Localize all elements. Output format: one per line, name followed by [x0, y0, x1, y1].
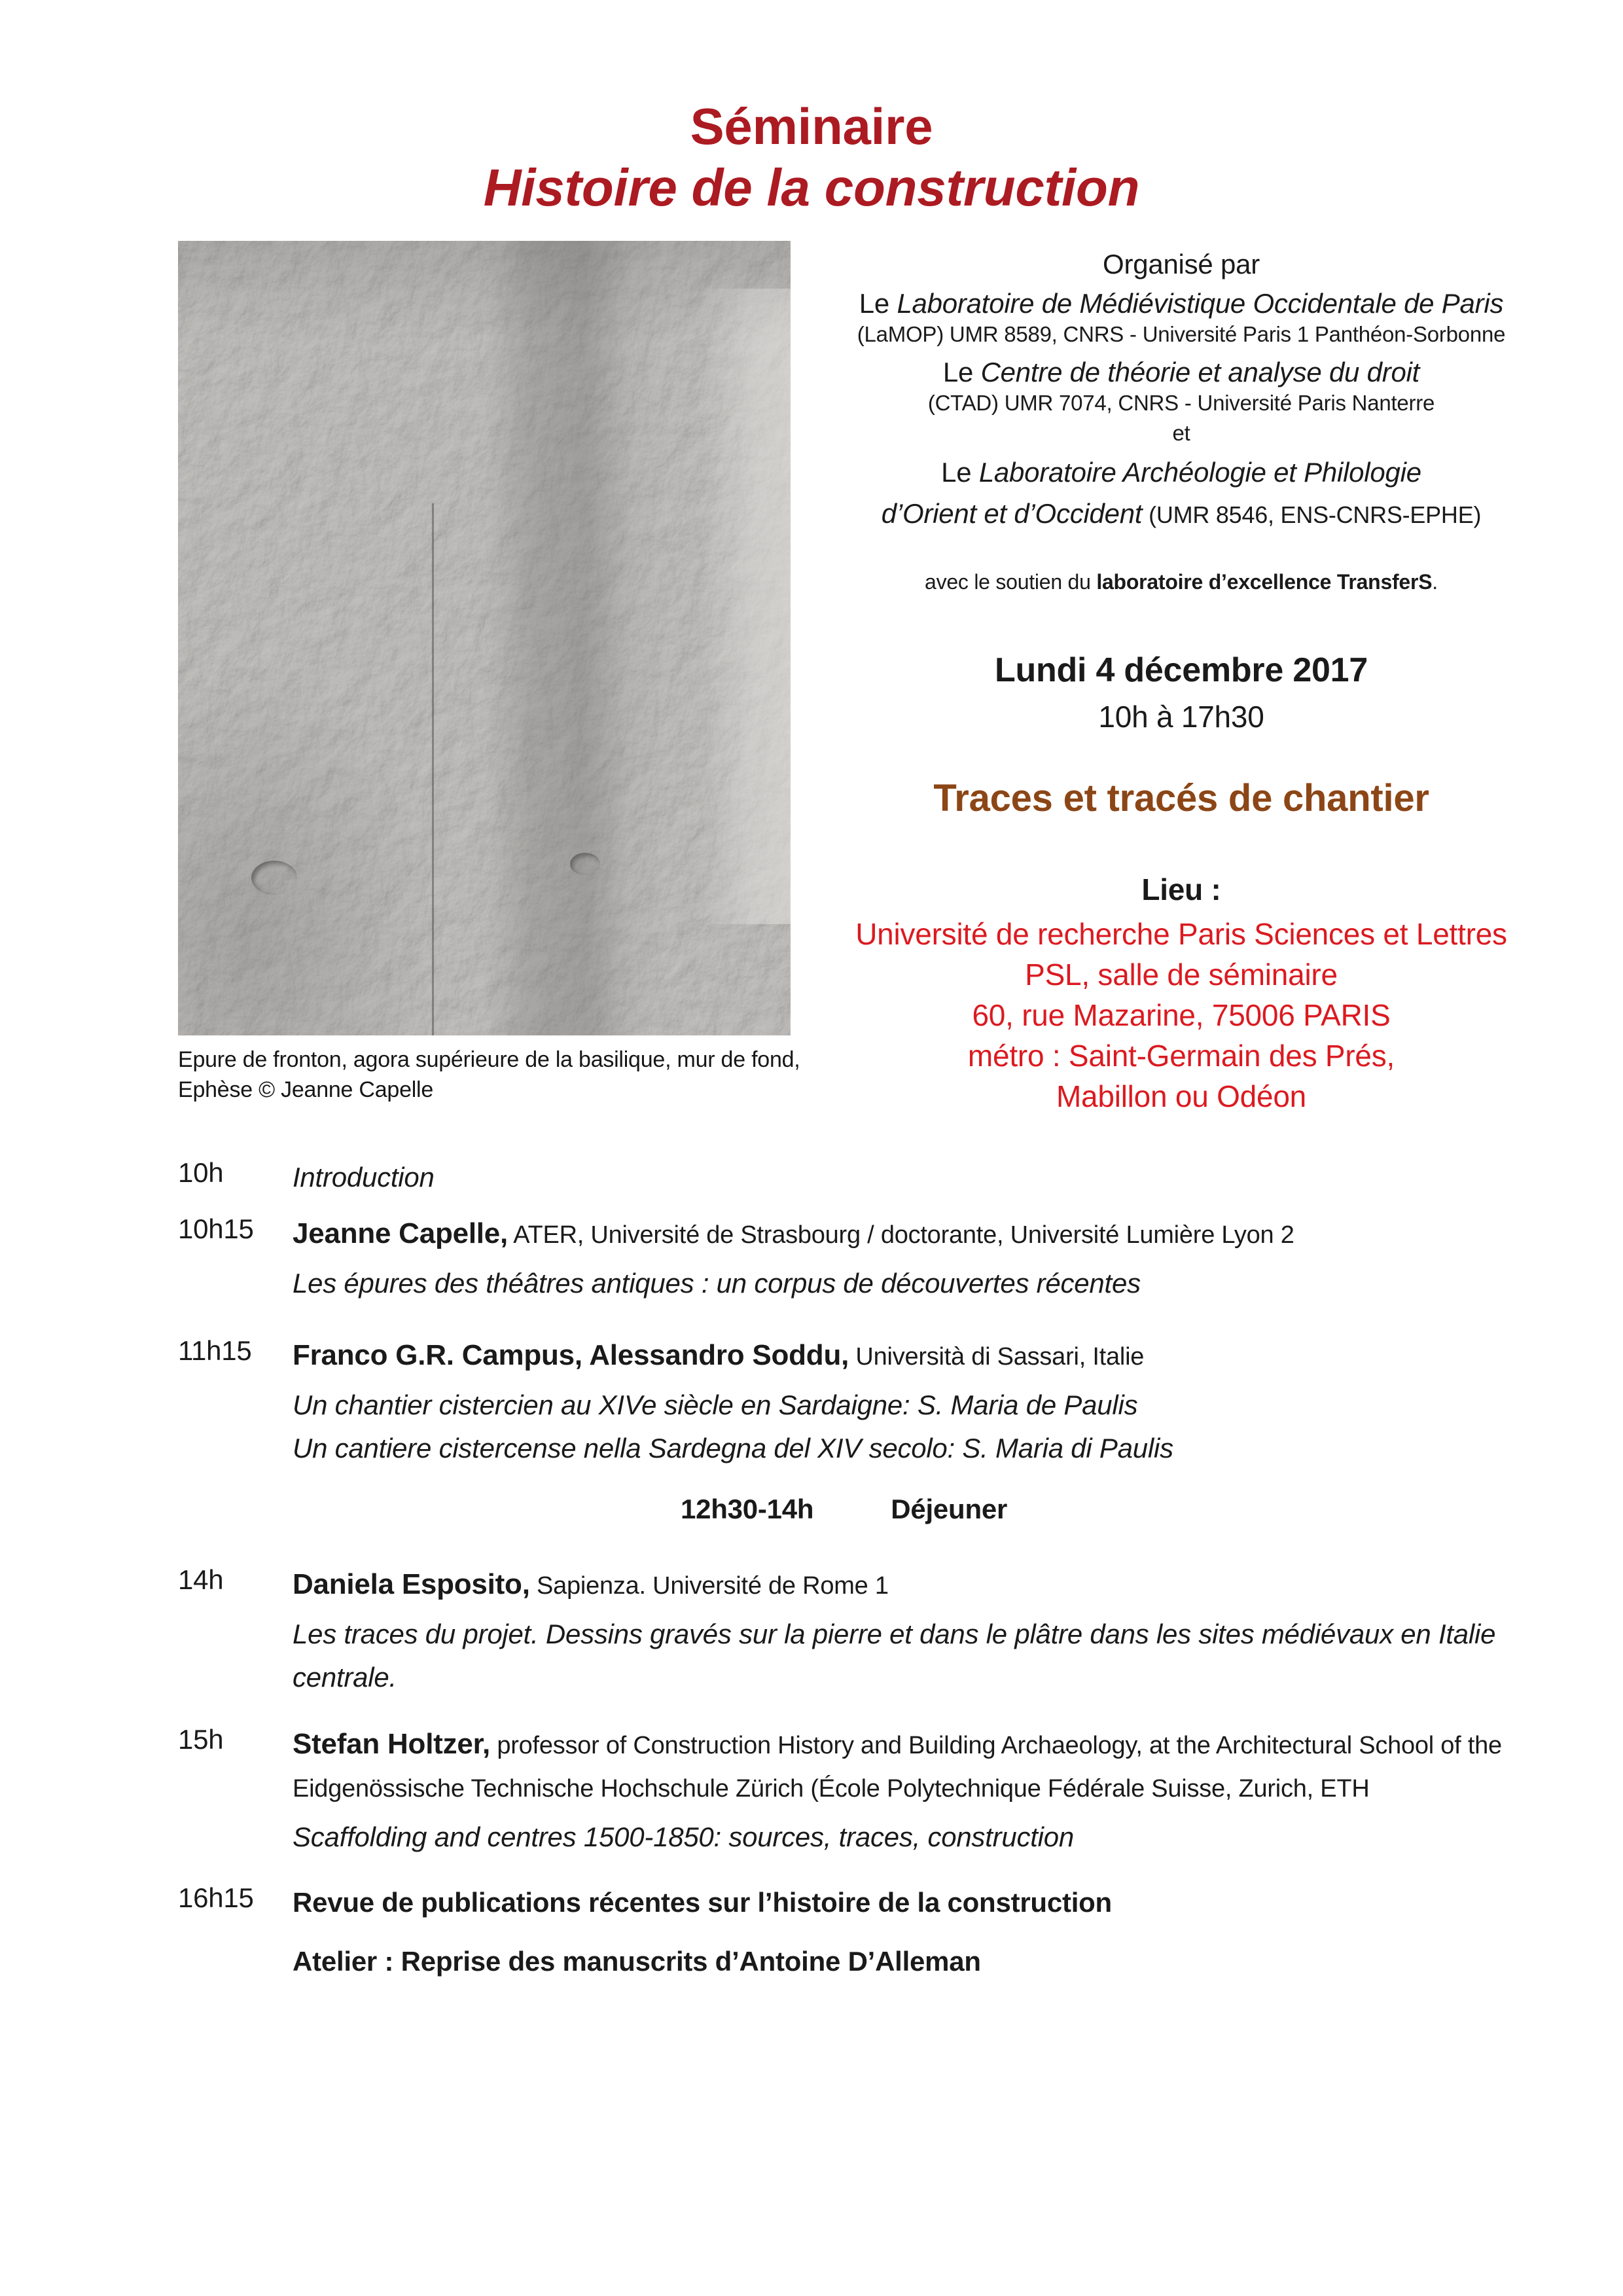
location-line: métro : Saint-Germain des Prés,: [967, 1039, 1395, 1073]
talk-title: Les traces du projet. Dessins gravés sur la pierre et dans le plâtre dans les sites médiévaux en Italie centrale.: [293, 1619, 1496, 1693]
location-line: Université de recherche Paris Sciences et Lettres: [855, 917, 1507, 951]
talk-title: Scaffolding and centres 1500-1850: sources, traces, construction: [293, 1821, 1075, 1852]
time-label: 10h: [178, 1157, 224, 1188]
photo-caption-line2: Ephèse © Jeanne Capelle: [178, 1077, 434, 1102]
photo-pock-mark: [570, 853, 600, 875]
location-block: [828, 914, 1535, 1117]
speaker-line: [293, 1563, 1539, 1607]
talk-title: Les épures des théâtres antiques : un corpus de découvertes récentes: [293, 1268, 1141, 1299]
organizer-lamop: [828, 288, 1535, 319]
speaker-affiliation: Università di Sassari, Italie: [849, 1343, 1145, 1371]
talk-title: Un cantiere cistercense nella Sardegna del XIV secolo: S. Maria di Paulis: [293, 1433, 1173, 1463]
time-label: 15h: [178, 1724, 224, 1755]
organizer-lamop-name: Laboratoire de Médiévistique Occidentale de Paris: [897, 288, 1504, 319]
speaker-name: Daniela Esposito,: [293, 1568, 530, 1600]
lunch-break-time: 12h30-14h: [681, 1494, 814, 1524]
speaker-line: [293, 1723, 1539, 1810]
organizer-ctad-prefix: Le: [942, 357, 981, 387]
photo-caption: [178, 1045, 819, 1105]
time-label: 14h: [178, 1564, 224, 1595]
organizer-aoroc-detail: (UMR 8546, ENS-CNRS-EPHE): [1142, 501, 1482, 528]
speaker-name: Jeanne Capelle,: [293, 1217, 508, 1249]
schedule-row-content: [293, 1212, 1539, 1305]
time-label: 16h15: [178, 1882, 254, 1913]
event-theme: Traces et tracés de chantier: [933, 777, 1429, 819]
schedule-row-content: [293, 1881, 1539, 1983]
speaker-affiliation: ATER, Université de Strasbourg / doctorante, Université Lumière Lyon 2: [508, 1221, 1294, 1249]
organizer-aoroc-name1: Laboratoire Archéologie et Philologie: [978, 457, 1421, 488]
photo-traced-line: [432, 503, 434, 1035]
organizer-ctad-name: Centre de théorie et analyse du droit: [980, 357, 1420, 387]
photo-light-band: [699, 289, 791, 924]
schedule-row-content: [293, 1563, 1539, 1699]
speaker-name: Stefan Holtzer,: [293, 1728, 491, 1760]
seminar-title: Séminaire: [690, 98, 933, 155]
organizer-aoroc-name2: d’Orient et d’Occident: [881, 498, 1143, 529]
talk-title: Introduction: [293, 1162, 435, 1193]
location-line: Mabillon ou Odéon: [1056, 1079, 1307, 1113]
organizer-aoroc-line1: [828, 457, 1535, 488]
location-label: Lieu :: [1141, 872, 1221, 906]
lunch-break: [681, 1494, 1007, 1525]
photo-pock-mark: [251, 861, 297, 895]
workshop-title: Atelier : Reprise des manuscrits d’Antoine D’Alleman: [293, 1946, 981, 1977]
schedule-row-content: [293, 1334, 1539, 1470]
speaker-line: [293, 1334, 1539, 1378]
event-date: Lundi 4 décembre 2017: [994, 651, 1368, 689]
photo-rough-band: [484, 241, 668, 1035]
support-prefix: avec le soutien du: [925, 570, 1097, 594]
organizer-aoroc-prefix: Le: [941, 457, 979, 488]
schedule-row-content: [293, 1723, 1539, 1859]
location-line: PSL, salle de séminaire: [1025, 958, 1338, 992]
organized-by-label: Organisé par: [1103, 249, 1260, 279]
organizer-lamop-prefix: Le: [859, 288, 897, 319]
time-label: 10h15: [178, 1213, 254, 1244]
photo-shadow-area: [178, 638, 454, 1035]
review-session-title: Revue de publications récentes sur l’histoire de la construction: [293, 1887, 1112, 1918]
speaker-line: [293, 1212, 1539, 1257]
organizer-lamop-detail: (LaMOP) UMR 8589, CNRS - Université Paris 1 Panthéon-Sorbonne: [857, 322, 1506, 346]
title-block: [0, 96, 1623, 219]
organizer-ctad-detail: (CTAD) UMR 7074, CNRS - Université Paris Nanterre: [927, 391, 1435, 415]
support-highlight: laboratoire d’excellence TransferS: [1096, 570, 1433, 594]
event-hours: 10h à 17h30: [1098, 700, 1264, 734]
organizer-aoroc-line2: [828, 498, 1535, 529]
seminar-subtitle: Histoire de la construction: [483, 158, 1140, 217]
photo-top-shade: [178, 241, 791, 336]
talk-title: Un chantier cistercien au XIVe siècle en Sardaigne: S. Maria de Paulis: [293, 1390, 1138, 1420]
wall-photo: [178, 241, 791, 1035]
speaker-affiliation: professor of Construction History and Building Archaeology, at the Architectural School of the Eidgenössische Technische Hochschule Zürich (École Polytechnique Fédérale Suisse, Zurich, ETH: [293, 1732, 1502, 1803]
organizers-conjunction: et: [1172, 421, 1190, 445]
organizer-ctad: [828, 357, 1535, 388]
speaker-affiliation: Sapienza. Université de Rome 1: [529, 1572, 889, 1600]
speaker-name: Franco G.R. Campus, Alessandro Soddu,: [293, 1339, 849, 1371]
schedule-row-content: [293, 1156, 1539, 1199]
time-label: 11h15: [178, 1335, 252, 1366]
photo-caption-line1: Epure de fronton, agora supérieure de la basilique, mur de fond,: [178, 1047, 800, 1072]
support-suffix: .: [1432, 570, 1438, 594]
lunch-break-label: Déjeuner: [891, 1494, 1008, 1524]
support-line: [828, 570, 1535, 594]
location-line: 60, rue Mazarine, 75006 PARIS: [972, 998, 1391, 1032]
